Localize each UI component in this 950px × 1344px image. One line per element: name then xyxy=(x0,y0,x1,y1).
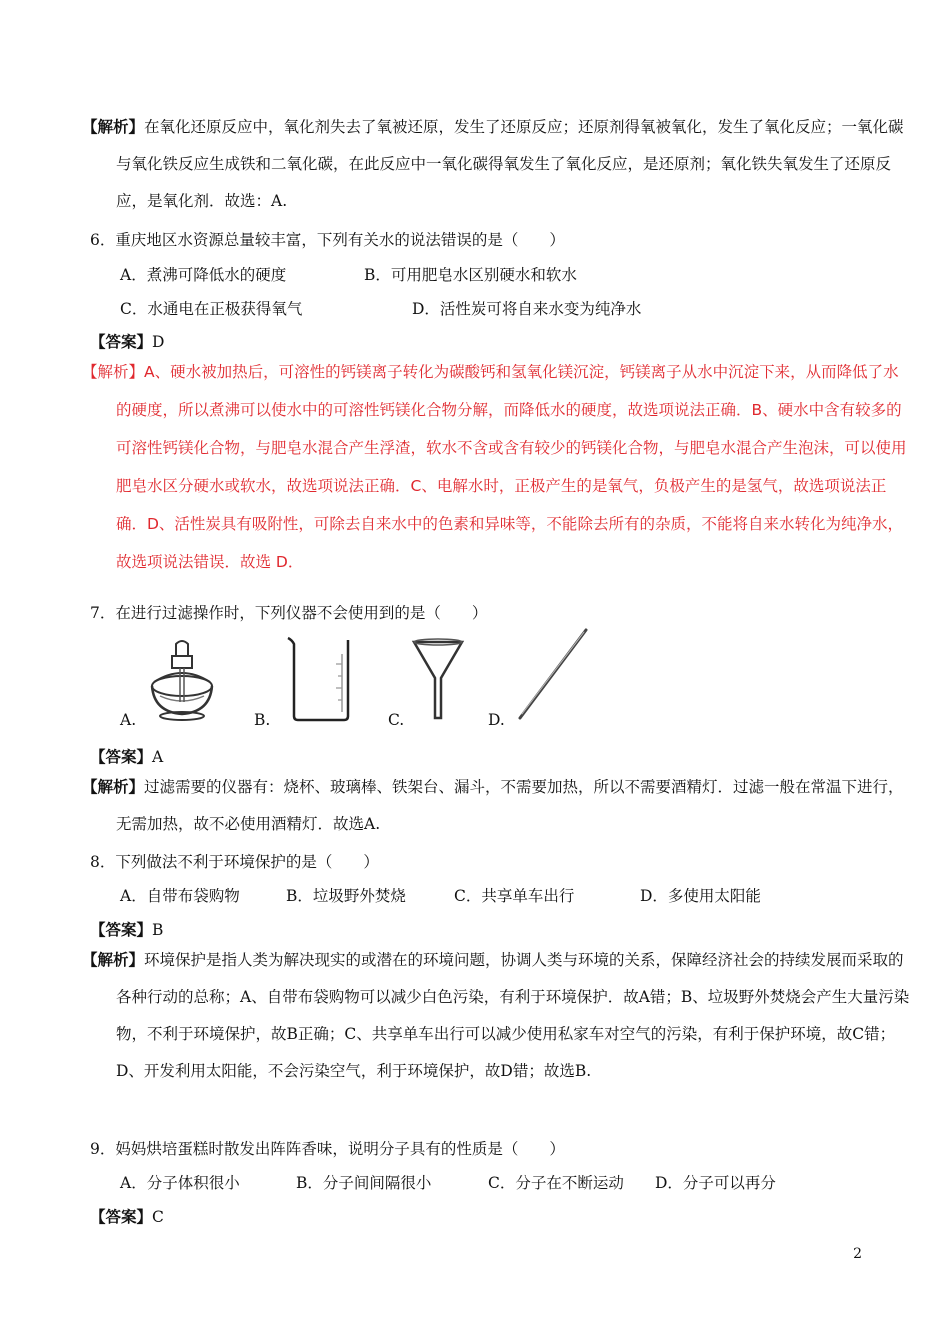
q8-option-d: D．多使用太阳能 xyxy=(640,887,761,905)
q8-answer xyxy=(90,918,163,940)
q7-option-c: C. xyxy=(388,711,405,729)
q6-analysis xyxy=(82,353,910,581)
q9-option-a: A．分子体积很小 xyxy=(120,1174,240,1192)
q7-answer xyxy=(90,745,163,767)
beaker-figure xyxy=(282,634,356,724)
q9-option-b: B．分子间间隔很小 xyxy=(296,1174,432,1192)
q8-option-a: A．自带布袋购物 xyxy=(120,887,240,905)
q6-stem: 6．重庆地区水资源总量较丰富，下列有关水的说法错误的是（ ） xyxy=(90,231,565,249)
funnel-figure xyxy=(410,634,466,724)
alcohol-lamp-figure xyxy=(142,636,222,722)
q7-answer-label: 【答案】 xyxy=(90,747,153,766)
q5-analysis xyxy=(82,108,910,220)
q9-option-c: C．分子在不断运动 xyxy=(488,1174,624,1192)
q8-analysis xyxy=(82,941,910,1090)
q8-stem: 8．下列做法不利于环境保护的是（ ） xyxy=(90,853,379,871)
q9-answer-label: 【答案】 xyxy=(90,1207,153,1226)
q7-option-b: B. xyxy=(254,711,271,729)
q9-option-d: D．分子可以再分 xyxy=(655,1174,776,1192)
q7-analysis xyxy=(82,768,910,843)
q7-option-a: A. xyxy=(120,711,137,729)
q6-answer xyxy=(90,330,164,352)
q6-option-b: B．可用肥皂水区别硬水和软水 xyxy=(364,266,577,284)
q8-option-c: C．共享单车出行 xyxy=(454,887,575,905)
q8-analysis-text: 环境保护是指人类为解决现实的或潜在的环境问题，协调人类与环境的关系，保障经济社会的持续发展而采取的各种行动的总称；A、自带布袋购物可以减少白色污染，有利于环境保护．故A错；B、垃圾野外焚烧会产生大量污染物，不利于环境保护，故B正确；C、共享单车出行可以减少使用私家车对空气的污染，有利于保护环境，故C错；D、开发利用太阳能，不会污染空气，利于环境保护，故D错；故选B. xyxy=(116,951,910,1080)
q7-analysis-text: 过滤需要的仪器有：烧杯、玻璃棒、铁架台、漏斗，不需要加热，所以不需要酒精灯．过滤一般在常温下进行，无需加热，故不必使用酒精灯．故选A. xyxy=(116,778,904,833)
q6-option-d: D．活性炭可将自来水变为纯净水 xyxy=(412,300,642,318)
q8-analysis-label: 【解析】 xyxy=(82,950,145,969)
q9-stem: 9．妈妈烘培蛋糕时散发出阵阵香味，说明分子具有的性质是（ ） xyxy=(90,1140,565,1158)
q6-answer-label: 【答案】 xyxy=(90,332,153,351)
q7-analysis-label: 【解析】 xyxy=(82,777,145,796)
q9-answer xyxy=(90,1205,164,1227)
q7-option-d: D. xyxy=(488,711,505,729)
glass-rod-figure xyxy=(512,624,592,724)
q9-answer-value: C xyxy=(152,1208,164,1226)
q7-answer-value: A xyxy=(152,748,164,766)
q5-analysis-text: 在氧化还原反应中，氧化剂失去了氧被还原，发生了还原反应；还原剂得氧被氧化，发生了氧化反应；一氧化碳与氧化铁反应生成铁和二氧化碳，在此反应中一氧化碳得氧发生了氧化反应，是还原剂；氧化铁失氧发生了还原反应，是氧化剂．故选：A. xyxy=(116,118,904,210)
q8-answer-value: B xyxy=(152,921,164,939)
q7-stem: 7．在进行过滤操作时，下列仪器不会使用到的是（ ） xyxy=(90,604,488,622)
q5-analysis-label: 【解析】 xyxy=(82,117,145,136)
q6-analysis-label: 【解析】 xyxy=(82,363,145,381)
q6-option-c: C．水通电在正极获得氧气 xyxy=(120,300,303,318)
q6-option-a: A．煮沸可降低水的硬度 xyxy=(120,266,287,284)
q6-answer-value: D xyxy=(152,333,165,351)
page-number: 2 xyxy=(853,1246,862,1262)
q8-option-b: B．垃圾野外焚烧 xyxy=(286,887,406,905)
q8-answer-label: 【答案】 xyxy=(90,920,153,939)
q6-analysis-text: A、硬水被加热后，可溶性的钙镁离子转化为碳酸钙和氢氧化镁沉淀，钙镁离子从水中沉淀下来，从而降低了水的硬度，所以煮沸可以使水中的可溶性钙镁化合物分解，而降低水的硬度，故选项说法正确．B、硬水中含有较多的可溶性钙镁化合物，与肥皂水混合产生浮渣，软水不含或含有较少的钙镁化合物，与肥皂水混合产生泡沫，可以使用肥皂水区分硬水或软水，故选项说法正确．C、电解水时，正极产生的是氧气，负极产生的是氢气，故选项说法正确．D、活性炭具有吸附性，可除去自来水中的色素和异味等，不能除去所有的杂质，不能将自来水转化为纯净水，故选项说法错误．故选 D． xyxy=(116,363,907,571)
